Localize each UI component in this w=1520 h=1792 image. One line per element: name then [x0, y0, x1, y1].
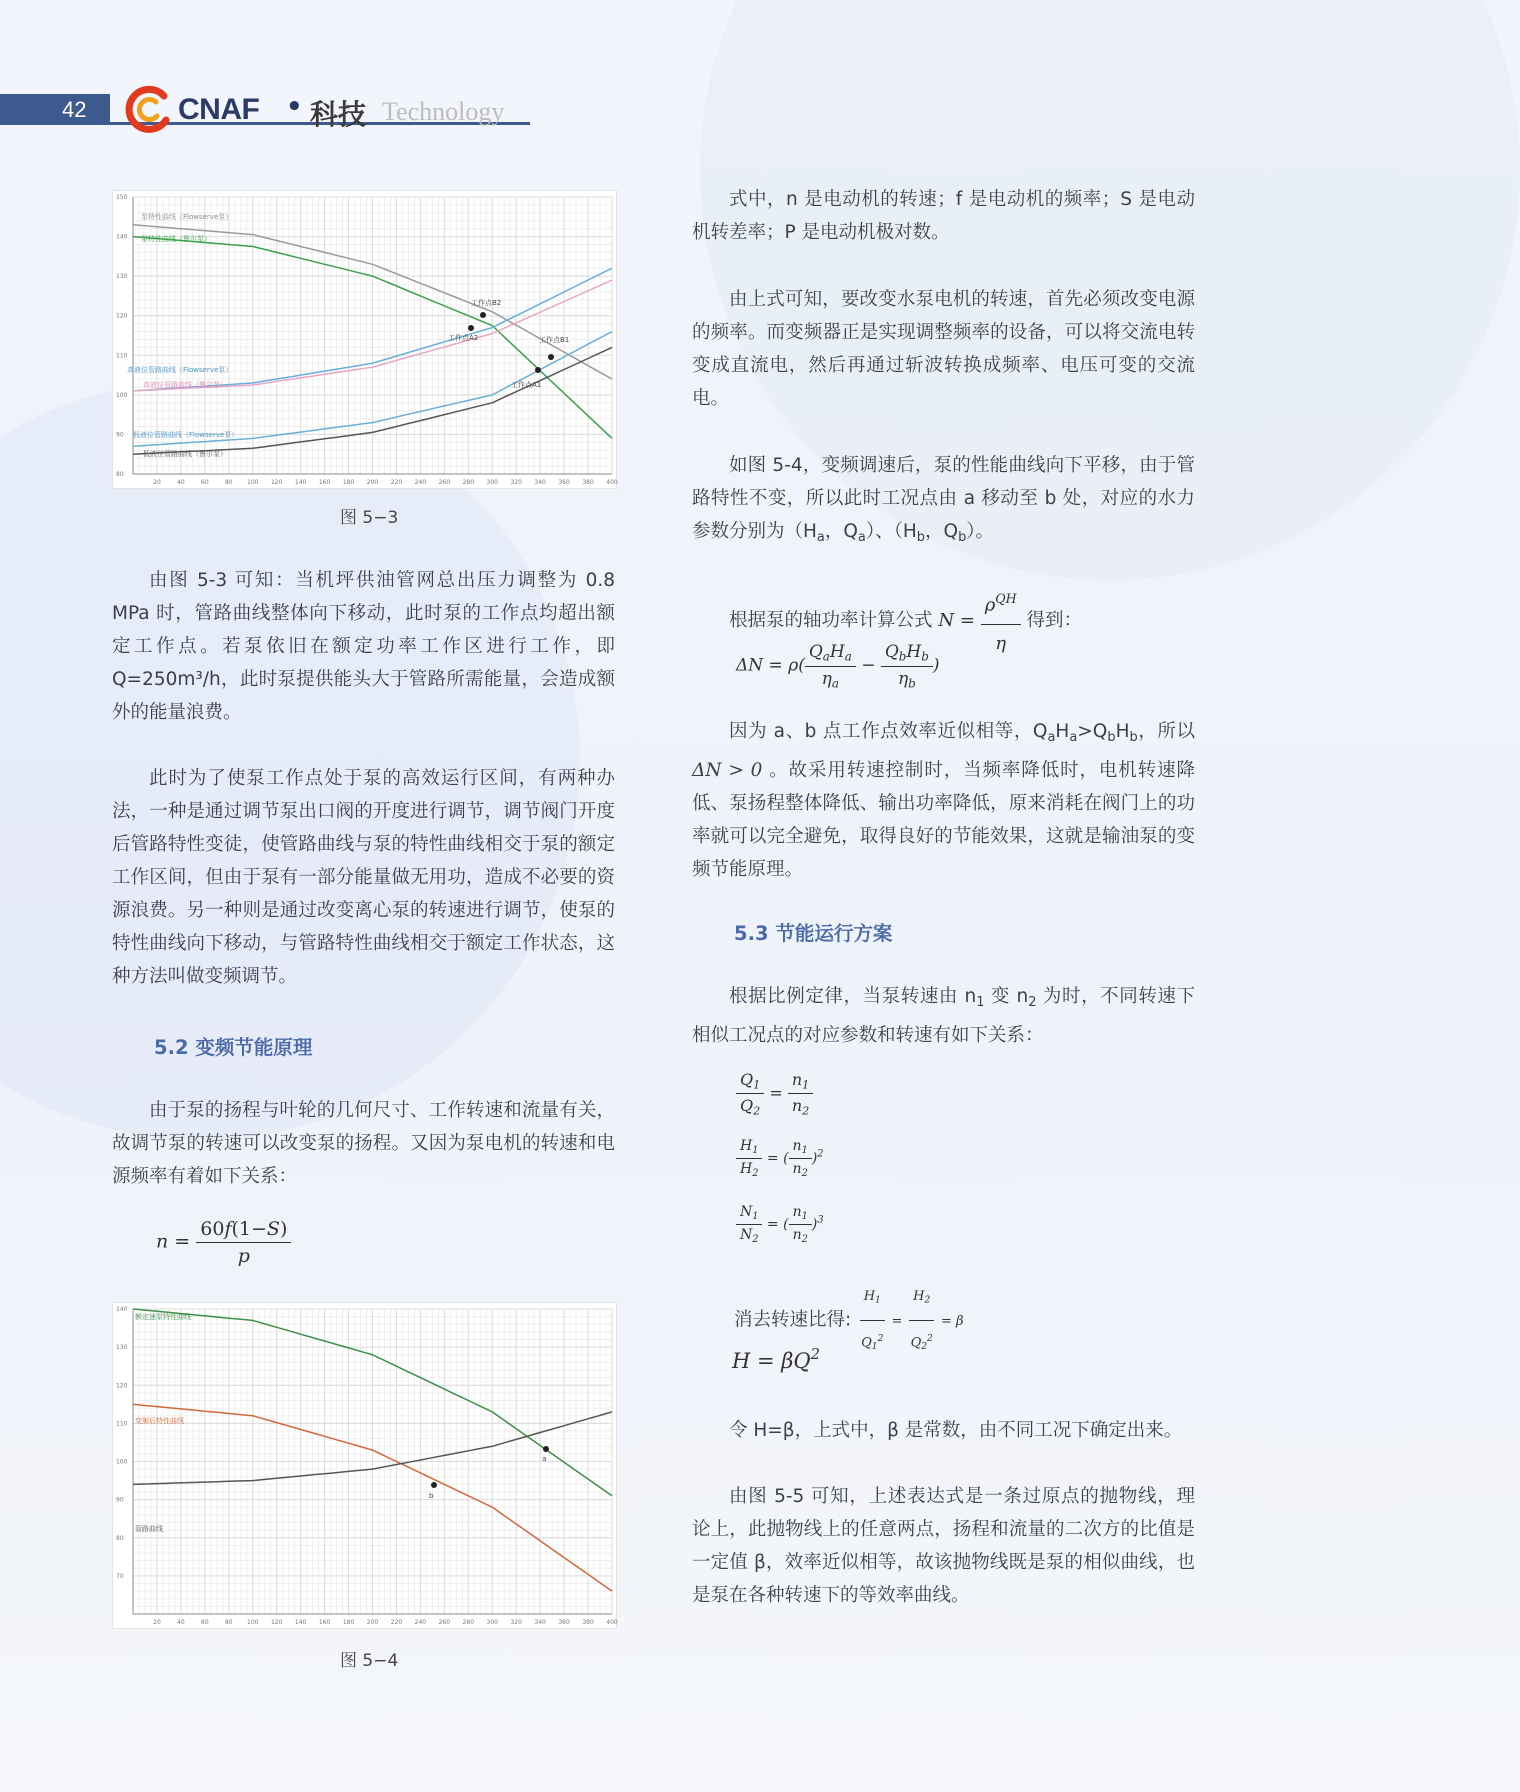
x-tick-label: 80: [224, 1619, 233, 1626]
x-tick-label: 160: [318, 479, 331, 486]
intersection-label: b: [429, 1492, 434, 1500]
x-tick-label: 120: [270, 1619, 283, 1626]
x-tick-label: 380: [582, 479, 594, 486]
legend-label: 高液位管路曲线（Flowserve泵）: [127, 366, 233, 374]
y-tick-label: 120: [116, 1382, 128, 1390]
chart-5-4: [113, 1303, 616, 1628]
paragraph: 因为 a、b 点工作点效率近似相等，$Q_aH_a>Q_bH_b$，所以 ΔN > 0 。故采用转速控制时，当频率降低时，电机转速降低、泵扬程整体降低、输出功率降低，原来消耗在阀门上的功率就可以完全避免，取得良好的节能效果，这就是输油泵的变频节能原理。: [692, 721, 1195, 880]
header-bar: [0, 94, 110, 125]
intersection-point: [535, 367, 541, 373]
x-tick-label: 240: [414, 479, 427, 486]
legend-label: 额定速泵特性曲线: [135, 1313, 191, 1321]
intersection-label: a: [542, 1455, 547, 1463]
y-tick-label: 120: [116, 312, 128, 320]
x-tick-label: 220: [390, 479, 403, 486]
intersection-point: [548, 354, 554, 360]
x-tick-label: 60: [201, 479, 209, 486]
x-tick-label: 60: [201, 1619, 209, 1626]
y-tick-label: 110: [116, 352, 128, 360]
x-tick-label: 80: [224, 479, 233, 486]
paragraph: 由上式可知，要改变水泵电机的转速，首先必须改变电源的频率。而变频器正是实现调整频率的设备，可以将交流电转变成直流电，然后再通过斩波转换成频率、电压可变的交流电。: [692, 289, 1195, 409]
y-tick-label: 100: [116, 1458, 128, 1466]
brand-dot: •: [286, 92, 303, 122]
formula-q-ratio: $\frac{Q_1}{Q_2}$ = $\frac{n_1}{n_2}$: [736, 1070, 813, 1118]
x-tick-label: 320: [510, 479, 522, 486]
x-tick-label: 280: [462, 479, 475, 486]
x-tick-label: 400: [606, 479, 618, 486]
legend-label: 高液位管路曲线（鲁尔泵）: [143, 381, 227, 389]
figure-5-4: [112, 1302, 617, 1629]
x-tick-label: 220: [390, 1619, 403, 1626]
x-tick-label: 160: [318, 1619, 331, 1626]
section-heading-5-2: 5.2 变频节能原理: [154, 1036, 313, 1059]
x-tick-label: 180: [342, 479, 355, 486]
formula-delta-n: ΔN = ρ( $\frac{Q_aH_a}{\eta_a}$ − $\frac{Q_bH_b}{\eta_b}$ ): [736, 642, 940, 691]
x-tick-label: 280: [462, 1619, 475, 1626]
x-tick-label: 100: [247, 479, 259, 486]
paragraph: 根据比例定律，当泵转速由 $n_1$ 变 $n_2$ 为时，不同转速下相似工况点的对应参数和转速有如下关系：: [692, 986, 1195, 1046]
formula-speed: n = $\frac{60f(1-S)}{p}$: [156, 1218, 291, 1267]
figure-5-3: [112, 190, 617, 489]
paragraph: 由图 5-3 可知：当机坪供油管网总出压力调整为 0.8 MPa 时，管路曲线整体向下移动，此时泵的工作点均超出额定工作点。若泵依旧在额定功率工作区进行工作，即 Q=250m³/h，此时泵提供能头大于管路所需能量，会造成额外的能量浪费。: [112, 570, 615, 723]
x-tick-label: 400: [606, 1619, 618, 1626]
intersection-point: [468, 325, 474, 331]
legend-label: 泵特性曲线（Flowserve泵）: [141, 213, 233, 221]
y-tick-label: 80: [116, 471, 124, 478]
formula-n-ratio: $\frac{N_1}{N_2}$ = ( $\frac{n_1}{n_2}$ )$^3$: [736, 1204, 824, 1245]
x-tick-label: 380: [582, 1619, 594, 1626]
intersection-label: 工作点B2: [471, 299, 502, 307]
y-tick-label: 130: [116, 273, 128, 281]
y-tick-label: 130: [116, 1344, 128, 1352]
y-tick-label: 90: [116, 1496, 124, 1504]
figure-5-4-caption: 图 5−4: [340, 1651, 399, 1671]
intersection-point: [480, 312, 486, 318]
paragraph: 此时为了使泵工作点处于泵的高效运行区间，有两种办法，一种是通过调节泵出口阀的开度进行调节，调节阀门开度后管路特性变徒，使管路曲线与泵的特性曲线相交于泵的额定工作区间，但由于泵有一部分能量做无用功，造成不必要的资源浪费。另一种则是通过改变离心泵的转速进行调节，使泵的特性曲线向下移动，与管路特性曲线相交于额定工作状态，这种方法叫做变频调节。: [112, 768, 615, 987]
intersection-label: 工作点A1: [511, 381, 542, 389]
intersection-label: 工作点B1: [539, 336, 570, 344]
x-tick-label: 140: [294, 479, 307, 486]
y-tick-label: 110: [116, 1420, 128, 1428]
x-tick-label: 200: [366, 1619, 379, 1626]
y-tick-label: 150: [116, 194, 128, 201]
x-tick-label: 100: [247, 1619, 259, 1626]
x-tick-label: 360: [558, 1619, 570, 1626]
background-shape: [0, 380, 580, 1140]
x-tick-label: 20: [153, 479, 161, 486]
figure-5-3-caption: 图 5−3: [340, 508, 399, 528]
legend-label: 低液位管路曲线（鲁尔泵）: [143, 450, 227, 458]
legend-label: 泵特性曲线（鲁尔泵）: [141, 235, 211, 243]
x-tick-label: 300: [486, 479, 498, 486]
x-tick-label: 140: [294, 1619, 307, 1626]
y-tick-label: 80: [116, 1534, 124, 1542]
x-tick-label: 260: [438, 479, 451, 486]
x-tick-label: 40: [177, 479, 185, 486]
x-tick-label: 200: [366, 479, 379, 486]
formula-h-ratio: $\frac{H_1}{H_2}$ = ( $\frac{n_1}{n_2}$ )$^2$: [736, 1138, 824, 1179]
x-tick-label: 300: [486, 1619, 498, 1626]
paragraph: 令 H=β，上式中，β 是常数，由不同工况下确定出来。: [729, 1420, 1183, 1441]
legend-label: 低液位管路曲线（Flowserve泵）: [133, 431, 239, 439]
page-number: 42: [62, 97, 87, 122]
paragraph: 如图 5-4，变频调速后，泵的性能曲线向下平移，由于管路特性不变，所以此时工况点由 a 移动至 b 处，对应的水力参数分别为（$H_a$，$Q_a$）、（$H_b$，$Q_b$）。: [692, 455, 1195, 545]
section-heading-5-3: 5.3 节能运行方案: [734, 922, 893, 945]
formula-h-beta: $H = \beta Q^2$: [732, 1346, 820, 1373]
x-tick-label: 260: [438, 1619, 451, 1626]
paragraph: 由于泵的扬程与叶轮的几何尺寸、工作转速和流量有关，故调节泵的转速可以改变泵的扬程。又因为泵电机的转速和电源频率有着如下关系：: [112, 1100, 615, 1187]
x-tick-label: 40: [177, 1619, 185, 1626]
legend-label: 变频后特性曲线: [135, 1417, 184, 1425]
x-tick-label: 240: [414, 1619, 427, 1626]
paragraph: 由图 5-5 可知，上述表达式是一条过原点的抛物线，理论上，此抛物线上的任意两点，扬程和流量的二次方的比值是一定值 β，效率近似相等，故该抛物线既是泵的相似曲线，也是泵在各种转速下的等效率曲线。: [692, 1486, 1195, 1606]
x-tick-label: 340: [534, 479, 546, 486]
x-tick-label: 340: [534, 1619, 546, 1626]
intersection-point: [431, 1482, 437, 1488]
y-tick-label: 100: [116, 391, 128, 399]
x-tick-label: 360: [558, 479, 570, 486]
x-tick-label: 20: [153, 1619, 161, 1626]
paragraph: 消去转速比得: $\frac{H_1}{Q_1^2}$ = $\frac{H_2}{Q_2^2}$ = β: [734, 1280, 964, 1364]
legend-label: 管路曲线: [135, 1525, 163, 1533]
y-tick-label: 90: [116, 431, 124, 439]
y-tick-label: 70: [116, 1572, 124, 1580]
x-tick-label: 180: [342, 1619, 355, 1626]
intersection-point: [543, 1446, 549, 1452]
paragraph: 根据泵的轴功率计算公式 N = $\frac{\rho^{QH}}{\eta}$ 得到：: [692, 582, 1195, 660]
intersection-label: 工作点A2: [448, 334, 479, 342]
x-tick-label: 120: [270, 479, 283, 486]
brand-name: CNAF: [178, 93, 260, 126]
cnaf-logo-icon: [124, 86, 172, 132]
y-tick-label: 140: [116, 1306, 128, 1313]
section-en: Technology: [382, 97, 505, 126]
y-tick-label: 140: [116, 233, 128, 241]
x-tick-label: 320: [510, 1619, 522, 1626]
chart-5-3: [113, 191, 616, 488]
section-cn: 科技: [310, 98, 367, 131]
paragraph: 式中，n 是电动机的转速；f 是电动机的频率；S 是电动机转差率；P 是电动机极对数。: [692, 189, 1195, 243]
